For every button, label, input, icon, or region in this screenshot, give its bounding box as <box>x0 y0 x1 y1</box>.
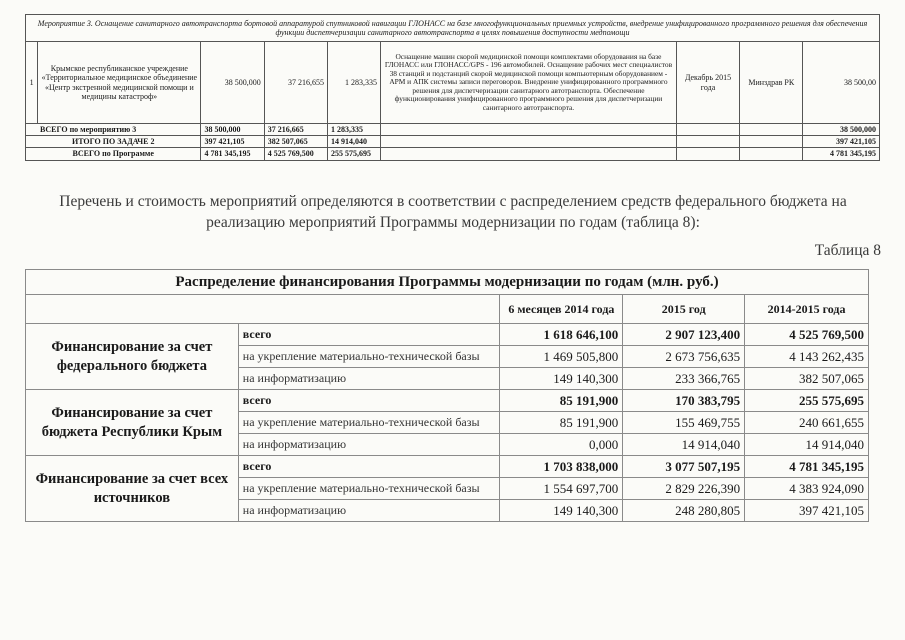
value-cell: 0,000 <box>500 434 623 456</box>
row-label: на укрепление материально-технической базы <box>238 478 500 500</box>
row-label: всего <box>238 324 500 346</box>
value-cell: 255 575,695 <box>745 390 869 412</box>
row-label: всего <box>238 390 500 412</box>
summary-row <box>26 148 880 160</box>
measure-3-header: Мероприятие 3. Оснащение санитарного автотранспорта бортовой аппаратурой спутниковой навигации ГЛОНАСС на базе многофункциональных приемных устройств, внедрение унифицированного программного решения для обеспечения функции диспетчеризации санитарного автотранспорта в целях повышения доступности медпомощи <box>26 15 880 42</box>
summary-label: ВСЕГО по мероприятию 3 <box>26 124 201 136</box>
value-cell: 4 781 345,195 <box>745 456 869 478</box>
measures-table <box>25 14 880 161</box>
value-cell: 3 077 507,195 <box>623 456 745 478</box>
table-title: Распределение финансирования Программы модернизации по годам (млн. руб.) <box>26 270 869 295</box>
value-cell: 1 703 838,000 <box>500 456 623 478</box>
value-cell: 149 140,300 <box>500 500 623 522</box>
row-label: на укрепление материально-технической базы <box>238 346 500 368</box>
column-header: 6 месяцев 2014 года <box>500 295 623 324</box>
value-cell: 4 525 769,500 <box>745 324 869 346</box>
value-cell: 1 469 505,800 <box>500 346 623 368</box>
column-header: 2014-2015 года <box>745 295 869 324</box>
table-row <box>26 456 869 478</box>
value-cell: 170 383,795 <box>623 390 745 412</box>
table-row <box>26 390 869 412</box>
value-cell: 4 143 262,435 <box>745 346 869 368</box>
group-label: Финансирование за счет всех источников <box>26 456 239 522</box>
value-cell: 382 507,065 <box>745 368 869 390</box>
summary-total: 4 781 345,195 <box>201 148 264 160</box>
summary-amount: 4 781 345,195 <box>803 148 880 160</box>
row-label: на информатизацию <box>238 368 500 390</box>
financing-table <box>25 269 869 522</box>
value-cell: 85 191,900 <box>500 390 623 412</box>
value-cell: 155 469,755 <box>623 412 745 434</box>
value-cell: 248 280,805 <box>623 500 745 522</box>
summary-label: ВСЕГО по Программе <box>26 148 201 160</box>
row-label: на информатизацию <box>238 500 500 522</box>
table-row <box>26 324 869 346</box>
value-cell: 397 421,105 <box>745 500 869 522</box>
federal-cell: 37 216,655 <box>264 42 327 124</box>
summary-total: 38 500,000 <box>201 124 264 136</box>
organization-cell: Крымское республиканское учреждение «Территориальное медицинское объединение «Центр экстренной медицинской помощи и медицины катастроф» <box>38 42 201 124</box>
description-cell: Оснащение машин скорой медицинской помощи комплектами оборудования на базе ГЛОНАСС или ГЛОНАСС/GPS - 196 автомобилей. Оснащение рабочих мест специалистов 38 станций и подстанций скорой медицинской помощи компьютерным оборудованием - АРМ и АПК системы записи переговоров. Внедрение унифицированного программного решения для диспетчеризации санитарного автотранспорта. Обеспечение функционирования унифицированного программного решения для диспетчеризации санитарного автотранспорта. <box>381 42 677 124</box>
empty-header-cell <box>26 295 500 324</box>
summary-republic: 255 575,695 <box>327 148 380 160</box>
value-cell: 2 829 226,390 <box>623 478 745 500</box>
row-number: 1 <box>26 42 38 124</box>
summary-republic: 1 283,335 <box>327 124 380 136</box>
value-cell: 2 673 756,635 <box>623 346 745 368</box>
value-cell: 4 383 924,090 <box>745 478 869 500</box>
group-label: Финансирование за счет бюджета Республики Крым <box>26 390 239 456</box>
summary-amount: 397 421,105 <box>803 136 880 148</box>
summary-row <box>26 136 880 148</box>
value-cell: 149 140,300 <box>500 368 623 390</box>
value-cell: 85 191,900 <box>500 412 623 434</box>
value-cell: 14 914,040 <box>623 434 745 456</box>
total-cell: 38 500,000 <box>201 42 264 124</box>
value-cell: 240 661,655 <box>745 412 869 434</box>
intro-paragraph: Перечень и стоимость мероприятий определяются в соответствии с распределением средств федерального бюджета на реализацию мероприятий Программы модернизации по годам (таблица 8): <box>59 193 847 231</box>
row-label: всего <box>238 456 500 478</box>
summary-federal: 4 525 769,500 <box>264 148 327 160</box>
summary-label: ИТОГО ПО ЗАДАЧЕ 2 <box>26 136 201 148</box>
value-cell: 233 366,765 <box>623 368 745 390</box>
table-caption: Таблица 8 <box>814 242 881 259</box>
summary-total: 397 421,105 <box>201 136 264 148</box>
value-cell: 2 907 123,400 <box>623 324 745 346</box>
republic-cell: 1 283,335 <box>327 42 380 124</box>
column-header: 2015 год <box>623 295 745 324</box>
amount-cell: 38 500,00 <box>803 42 880 124</box>
value-cell: 1 618 646,100 <box>500 324 623 346</box>
group-label: Финансирование за счет федерального бюджета <box>26 324 239 390</box>
summary-federal: 37 216,665 <box>264 124 327 136</box>
row-label: на информатизацию <box>238 434 500 456</box>
summary-amount: 38 500,000 <box>803 124 880 136</box>
summary-row <box>26 124 880 136</box>
value-cell: 14 914,040 <box>745 434 869 456</box>
row-label: на укрепление материально-технической базы <box>238 412 500 434</box>
executor-cell: Минздрав РК <box>740 42 803 124</box>
summary-federal: 382 507,065 <box>264 136 327 148</box>
value-cell: 1 554 697,700 <box>500 478 623 500</box>
term-cell: Декабрь 2015 года <box>676 42 739 124</box>
summary-republic: 14 914,040 <box>327 136 380 148</box>
